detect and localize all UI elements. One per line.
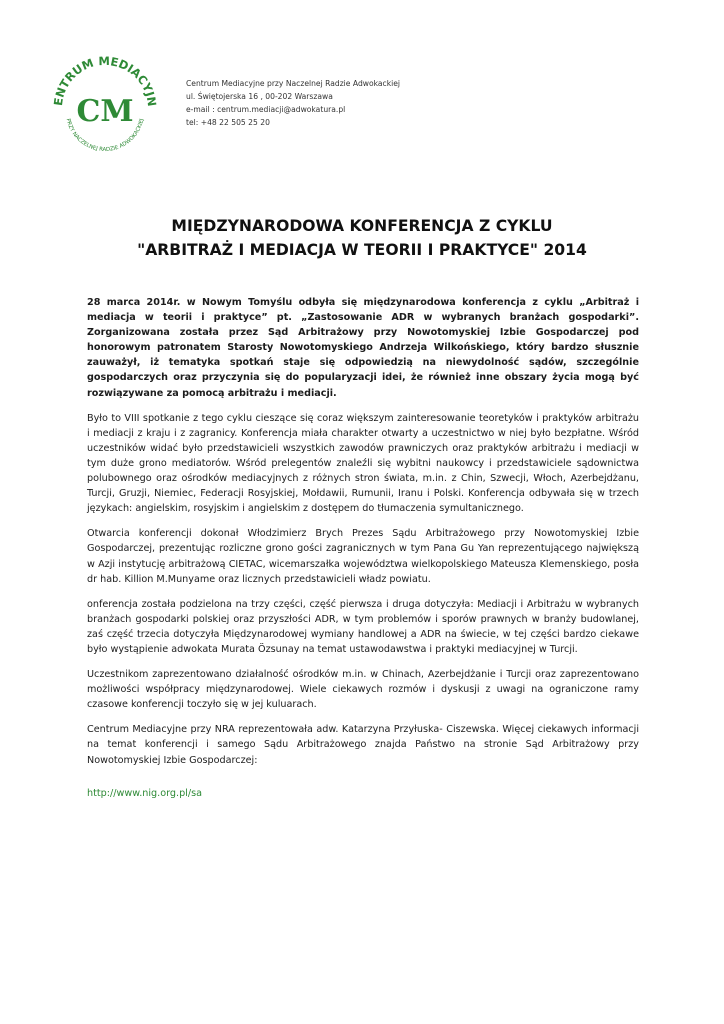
title-line-2: "ARBITRAŻ I MEDIACJA W TEORII I PRAKTYCE" 2014 (137, 241, 587, 259)
paragraph: Było to VIII spotkanie z tego cyklu cieszące się coraz większym zainteresowanie teoretyków i praktyków arbitrażu i mediacji z kraju i z zagranicy. Konferencja miała charakter otwarty a uczestnictwo w niej było bezpłatne. Wśród uczestników widać było przedstawicieli wszystkich zawodów prawniczych oraz praktyków arbitrażu i mediacji w tym duże grono mediatorów. Wśród prelegentów znaleźli się wybitni naukowcy i przedstawiciele sądownictwa polubownego oraz ośrodków mediacyjnych z różnych stron świata, m.in. z Chin, Szwecji, Włoch, Azerbejdżanu, Turcji, Gruzji, Niemiec, Federacji Rosyjskiej, Mołdawii, Rumunii, Iranu i Polski. Konferencja odbywała się w trzech językach: angielskim, rosyjskim i angielskim z dostępem do tłumaczenia symultanicznego. (87, 412, 639, 515)
lead-paragraph: 28 marca 2014r. w Nowym Tomyślu odbyła się międzynarodowa konferencja z cyklu „Arbitraż i mediacja w teorii i praktyce” pt. „Zastosowanie ADR w wybranych branżach gospodarki”. Zorganizowana została przez Sąd Arbitrażowy przy Nowotomyskiej Izbie Gospodarczej pod honorowym patronatem Starosty Nowotomyskiego Andrzeja Wilkońskiego, który bardzo słusznie zauważył, iż tematyka spotkań staje się odpowiedzią na niewydolność sądów, szczególnie gospodarczych oraz przyczynia się do popularyzacji idei, że również inne obszary życia mogą być rozwiązywane za pomocą arbitrażu i mediacji. (87, 297, 639, 399)
contact-email: e-mail : centrum.mediacji@adwokatura.pl (186, 105, 346, 114)
organization-logo (46, 46, 164, 164)
logo-monogram: CM (76, 94, 134, 129)
website-link[interactable]: http://www.nig.org.pl/sa (87, 787, 203, 799)
contact-info (186, 77, 400, 129)
paragraph: Centrum Mediacyjne przy NRA reprezentowała adw. Katarzyna Przyłuska- Ciszewska. Więcej ciekawych informacji na temat konferencji i samego Sądu Arbitrażowego znajda Państwo na stronie Sąd Arbitrażowy przy Nowotomyskiej Izbie Gospodarczej: (87, 724, 639, 766)
article-body (87, 295, 639, 811)
title-line-1: MIĘDZYNARODOWA KONFERENCJA Z CYKLU (171, 217, 553, 235)
contact-organization: Centrum Mediacyjne przy Naczelnej Radzie Adwokackiej (186, 79, 401, 88)
paragraph: Uczestnikom zaprezentowano działalność ośrodków m.in. w Chinach, Azerbejdżanie i Turcji oraz zaprezentowano możliwości współpracy międzynarodowej. Wiele ciekawych rozmów i dyskusji z uwagi na ograniczone ramy czasowe konferencji toczyło się w jej kuluarach. (87, 669, 639, 711)
contact-address: ul. Świętojerska 16 , 00-202 Warszawa (186, 92, 333, 101)
contact-phone: tel: +48 22 505 25 20 (186, 118, 270, 127)
paragraph: onferencja została podzielona na trzy części, część pierwsza i druga dotyczyła: Mediacji i Arbitrażu w wybranych branżach gospodarki polskiej oraz przyszłości ADR, w tym problemów i sporów prawnych w branży budowlanej, zaś część trzecia dotyczyła Międzynarodowej wymiany handlowej a ADR na świecie, w tej części bardzo ciekawe było wystąpienie adwokata Murata Özsunay na temat ustawodawstwa i praktyki mediacyjnej w Turcji. (87, 598, 639, 655)
paragraph: Otwarcia konferencji dokonał Włodzimierz Brych Prezes Sądu Arbitrażowego przy Nowotomyskiej Izbie Gospodarczej, prezentując rozliczne grono gości zagranicznych w tym Pana Gu Yan reprezentującego największą w Azji instytucję arbitrażową CIETAC, wicemarszałka województwa wielkopolskiego Mateusza Klemenskiego, posła dr hab. Killion M.Munyame oraz licznych przedstawicieli władz powiatu. (87, 528, 639, 585)
logo-emblem (46, 46, 164, 164)
document-title (0, 214, 724, 262)
logo-text-bottom: PRZY NACZELNEJ RADZIE ADWOKACKIEJ (64, 118, 146, 154)
logo-text-top: ENTRUM MEDIACYJN (50, 53, 160, 108)
